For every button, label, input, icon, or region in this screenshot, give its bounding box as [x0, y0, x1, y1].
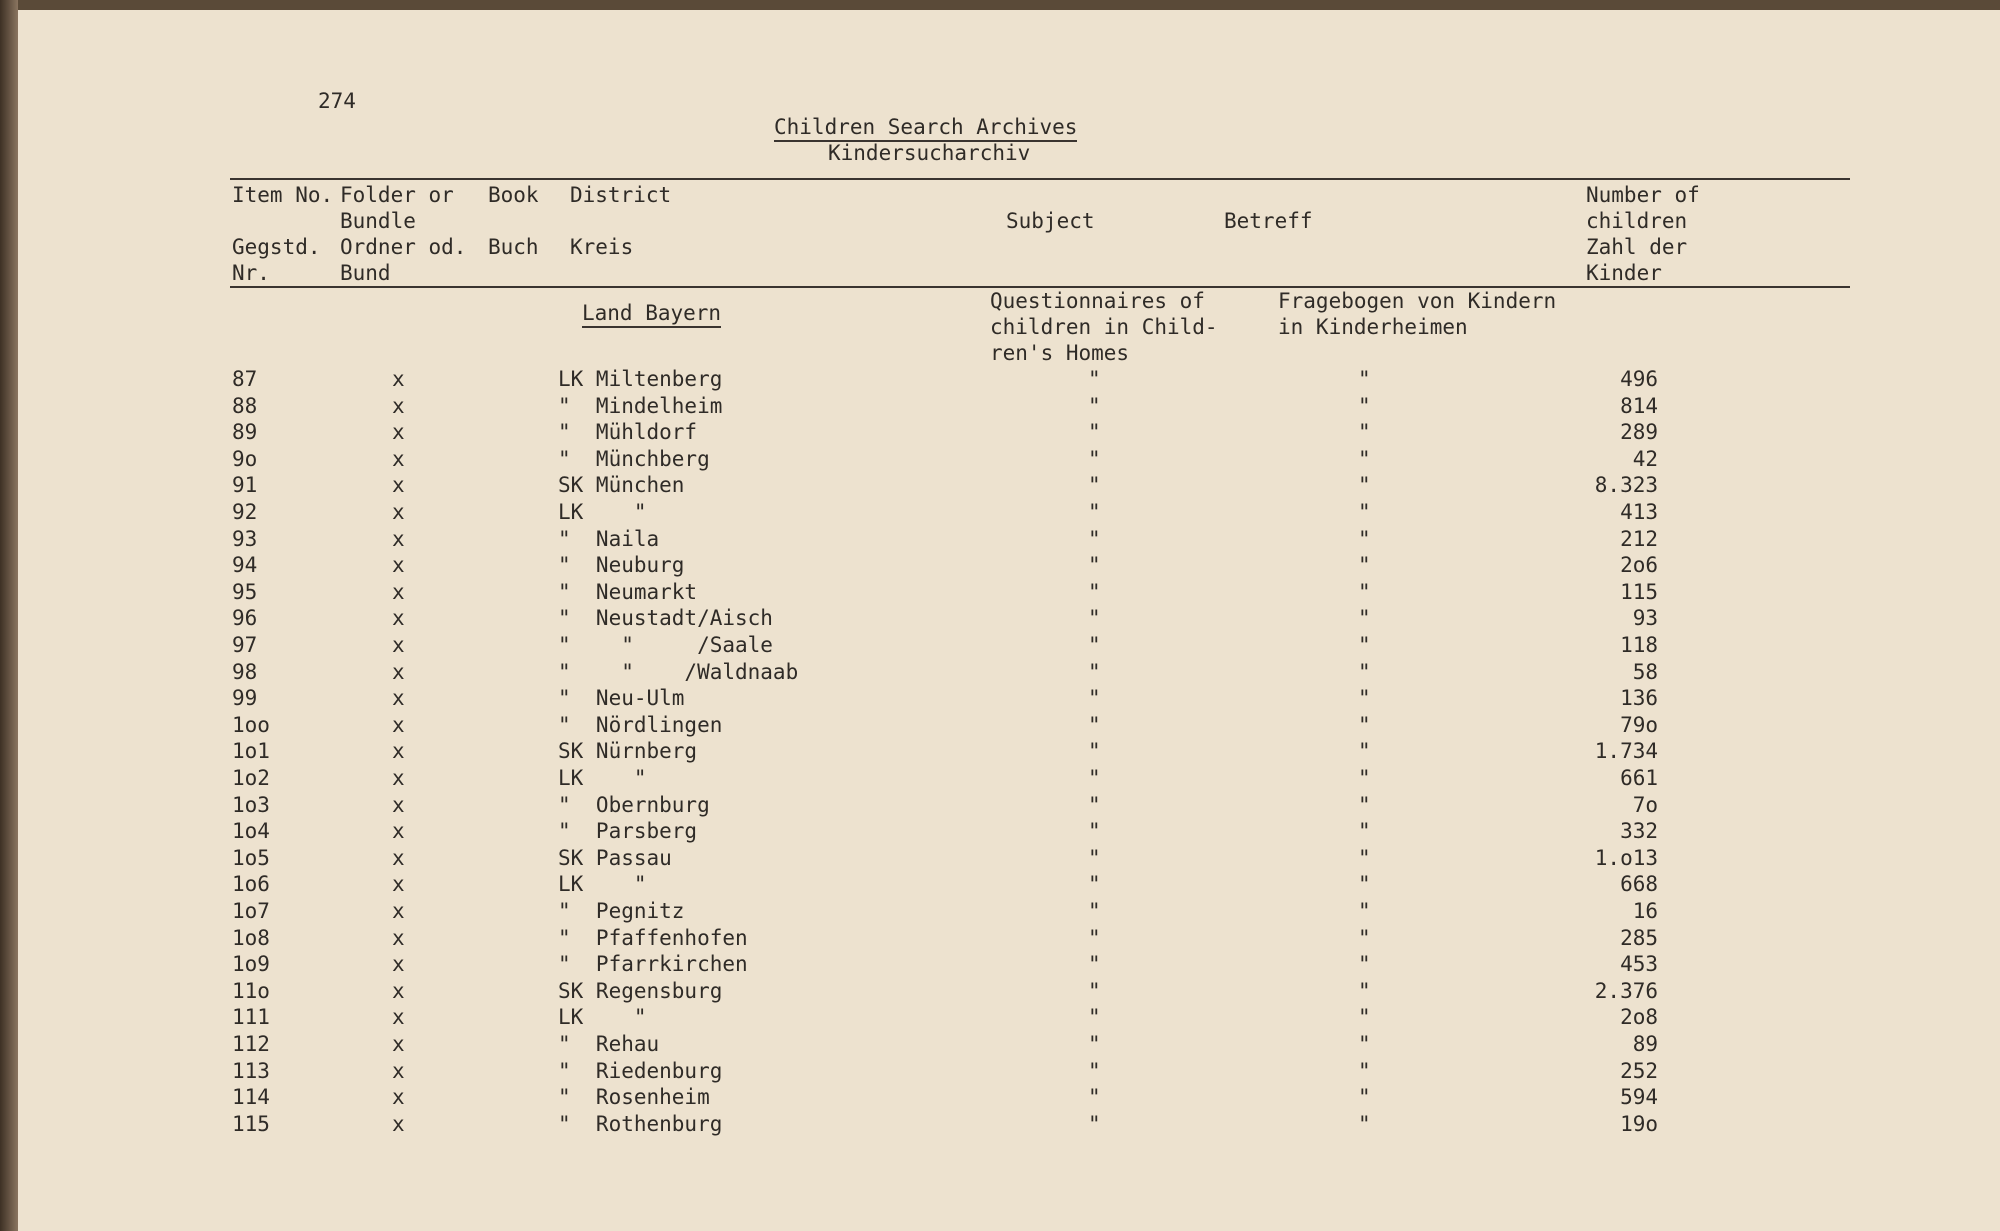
- item-number: 89: [232, 420, 258, 444]
- district-name: " " /Waldnaab: [558, 660, 799, 684]
- children-count: 814: [1620, 394, 1658, 418]
- subject-ditto: ": [1088, 606, 1101, 630]
- subject-ditto: ": [1088, 713, 1101, 737]
- item-number: 1o8: [232, 926, 270, 950]
- item-number: 99: [232, 686, 258, 710]
- item-number: 1o4: [232, 819, 270, 843]
- header-betreff: Betreff: [1224, 209, 1313, 233]
- district-name: " Pfaffenhofen: [558, 926, 748, 950]
- betreff-ditto: ": [1358, 1059, 1371, 1083]
- item-number: 1oo: [232, 713, 270, 737]
- betreff-ditto: ": [1358, 846, 1371, 870]
- betreff-ditto: ": [1358, 1112, 1371, 1136]
- children-count: 453: [1620, 952, 1658, 976]
- section-subject-line1: Questionnaires of: [990, 289, 1205, 313]
- section-subject-line3: ren's Homes: [990, 341, 1130, 365]
- district-name: " Mühldorf: [558, 420, 698, 444]
- betreff-ditto: ": [1358, 473, 1371, 497]
- item-number: 1o2: [232, 766, 270, 790]
- children-count: 661: [1620, 766, 1658, 790]
- document-subtitle: Kindersucharchiv: [828, 141, 1031, 165]
- subject-ditto: ": [1088, 527, 1101, 551]
- betreff-ditto: ": [1358, 394, 1371, 418]
- folder-mark: x: [392, 1059, 405, 1083]
- folder-mark: x: [392, 367, 405, 391]
- item-number: 92: [232, 500, 258, 524]
- folder-mark: x: [392, 606, 405, 630]
- subject-ditto: ": [1088, 1112, 1101, 1136]
- folder-mark: x: [392, 1032, 405, 1056]
- item-number: 88: [232, 394, 258, 418]
- betreff-ditto: ": [1358, 979, 1371, 1003]
- folder-mark: x: [392, 1005, 405, 1029]
- header-district: District: [570, 183, 672, 207]
- children-count: 1.734: [1594, 739, 1658, 763]
- district-name: " Rehau: [558, 1032, 660, 1056]
- header-buch: Buch: [488, 235, 539, 259]
- subject-ditto: ": [1088, 580, 1101, 604]
- subject-ditto: ": [1088, 1005, 1101, 1029]
- children-count: 332: [1620, 819, 1658, 843]
- district-name: LK ": [558, 766, 647, 790]
- betreff-ditto: ": [1358, 1032, 1371, 1056]
- betreff-ditto: ": [1358, 686, 1371, 710]
- betreff-ditto: ": [1358, 500, 1371, 524]
- district-name: " Pegnitz: [558, 899, 685, 923]
- item-number: 1o7: [232, 899, 270, 923]
- folder-mark: x: [392, 394, 405, 418]
- folder-mark: x: [392, 979, 405, 1003]
- betreff-ditto: ": [1358, 447, 1371, 471]
- document-title: Children Search Archives: [774, 114, 1077, 142]
- betreff-ditto: ": [1358, 1005, 1371, 1029]
- children-count: 58: [1632, 660, 1658, 684]
- folder-mark: x: [392, 899, 405, 923]
- children-count: 668: [1620, 872, 1658, 896]
- header-zahl-der: Zahl der: [1586, 235, 1688, 259]
- children-count: 7o: [1632, 793, 1658, 817]
- subject-ditto: ": [1088, 872, 1101, 896]
- district-name: SK Passau: [558, 846, 672, 870]
- children-count: 2o8: [1620, 1005, 1658, 1029]
- folder-mark: x: [392, 793, 405, 817]
- item-number: 1o5: [232, 846, 270, 870]
- item-number: 114: [232, 1085, 270, 1109]
- betreff-ditto: ": [1358, 553, 1371, 577]
- children-count: 1.o13: [1594, 846, 1658, 870]
- subject-ditto: ": [1088, 553, 1101, 577]
- item-number: 1o3: [232, 793, 270, 817]
- children-count: 285: [1620, 926, 1658, 950]
- betreff-ditto: ": [1358, 660, 1371, 684]
- item-number: 9o: [232, 447, 258, 471]
- children-count: 115: [1620, 580, 1658, 604]
- district-name: LK ": [558, 1005, 647, 1029]
- item-number: 111: [232, 1005, 270, 1029]
- betreff-ditto: ": [1358, 899, 1371, 923]
- betreff-ditto: ": [1358, 580, 1371, 604]
- item-number: 97: [232, 633, 258, 657]
- district-name: LK Miltenberg: [558, 367, 723, 391]
- children-count: 16: [1632, 899, 1658, 923]
- district-name: SK München: [558, 473, 685, 497]
- subject-ditto: ": [1088, 473, 1101, 497]
- subject-ditto: ": [1088, 633, 1101, 657]
- subject-ditto: ": [1088, 846, 1101, 870]
- folder-mark: x: [392, 766, 405, 790]
- betreff-ditto: ": [1358, 606, 1371, 630]
- header-number-of: Number of: [1586, 183, 1700, 207]
- children-count: 89: [1632, 1032, 1658, 1056]
- folder-mark: x: [392, 527, 405, 551]
- subject-ditto: ": [1088, 793, 1101, 817]
- folder-mark: x: [392, 580, 405, 604]
- item-number: 95: [232, 580, 258, 604]
- children-count: 2o6: [1620, 553, 1658, 577]
- subject-ditto: ": [1088, 1085, 1101, 1109]
- item-number: 96: [232, 606, 258, 630]
- item-number: 87: [232, 367, 258, 391]
- betreff-ditto: ": [1358, 952, 1371, 976]
- folder-mark: x: [392, 1112, 405, 1136]
- subject-ditto: ": [1088, 739, 1101, 763]
- district-name: " Nördlingen: [558, 713, 723, 737]
- children-count: 212: [1620, 527, 1658, 551]
- subject-ditto: ": [1088, 766, 1101, 790]
- betreff-ditto: ": [1358, 527, 1371, 551]
- folder-mark: x: [392, 633, 405, 657]
- folder-mark: x: [392, 420, 405, 444]
- children-count: 594: [1620, 1085, 1658, 1109]
- folder-mark: x: [392, 872, 405, 896]
- folder-mark: x: [392, 926, 405, 950]
- district-name: " " /Saale: [558, 633, 773, 657]
- header-ordner: Ordner od.: [340, 235, 467, 259]
- folder-mark: x: [392, 660, 405, 684]
- subject-ditto: ": [1088, 1032, 1101, 1056]
- betreff-ditto: ": [1358, 367, 1371, 391]
- header-bundle: Bundle: [340, 209, 416, 233]
- children-count: 79o: [1620, 713, 1658, 737]
- betreff-ditto: ": [1358, 766, 1371, 790]
- header-kinder: Kinder: [1586, 261, 1662, 285]
- section-betreff-line2: in Kinderheimen: [1278, 315, 1468, 339]
- header-book: Book: [488, 183, 539, 207]
- header-nr: Nr.: [232, 261, 270, 285]
- section-betreff-line1: Fragebogen von Kindern: [1278, 289, 1557, 313]
- betreff-ditto: ": [1358, 633, 1371, 657]
- district-name: " Pfarrkirchen: [558, 952, 748, 976]
- section-land: Land Bayern: [582, 300, 721, 328]
- folder-mark: x: [392, 819, 405, 843]
- subject-ditto: ": [1088, 819, 1101, 843]
- district-name: " Münchberg: [558, 447, 710, 471]
- betreff-ditto: ": [1358, 872, 1371, 896]
- district-name: " Neu-Ulm: [558, 686, 685, 710]
- item-number: 115: [232, 1112, 270, 1136]
- district-name: SK Regensburg: [558, 979, 723, 1003]
- header-item-no: Item No.: [232, 183, 334, 207]
- item-number: 94: [232, 553, 258, 577]
- children-count: 252: [1620, 1059, 1658, 1083]
- folder-mark: x: [392, 500, 405, 524]
- subject-ditto: ": [1088, 952, 1101, 976]
- district-name: " Naila: [558, 527, 660, 551]
- subject-ditto: ": [1088, 926, 1101, 950]
- betreff-ditto: ": [1358, 793, 1371, 817]
- subject-ditto: ": [1088, 1059, 1101, 1083]
- children-count: 413: [1620, 500, 1658, 524]
- folder-mark: x: [392, 846, 405, 870]
- betreff-ditto: ": [1358, 713, 1371, 737]
- children-count: 496: [1620, 367, 1658, 391]
- header-kreis: Kreis: [570, 235, 634, 259]
- district-name: " Rosenheim: [558, 1085, 710, 1109]
- district-name: " Riedenburg: [558, 1059, 723, 1083]
- folder-mark: x: [392, 713, 405, 737]
- subject-ditto: ": [1088, 979, 1101, 1003]
- district-name: LK ": [558, 872, 647, 896]
- children-count: 19o: [1620, 1112, 1658, 1136]
- folder-mark: x: [392, 1085, 405, 1109]
- subject-ditto: ": [1088, 367, 1101, 391]
- subject-ditto: ": [1088, 420, 1101, 444]
- betreff-ditto: ": [1358, 926, 1371, 950]
- district-name: " Neumarkt: [558, 580, 698, 604]
- district-name: " Rothenburg: [558, 1112, 723, 1136]
- children-count: 2.376: [1594, 979, 1658, 1003]
- children-count: 42: [1632, 447, 1658, 471]
- item-number: 11o: [232, 979, 270, 1003]
- header-folder: Folder or: [340, 183, 454, 207]
- document-page: [18, 10, 2000, 1231]
- children-count: 136: [1620, 686, 1658, 710]
- district-name: LK ": [558, 500, 647, 524]
- item-number: 1o1: [232, 739, 270, 763]
- item-number: 1o6: [232, 872, 270, 896]
- item-number: 1o9: [232, 952, 270, 976]
- item-number: 93: [232, 527, 258, 551]
- children-count: 93: [1632, 606, 1658, 630]
- header-children: children: [1586, 209, 1688, 233]
- subject-ditto: ": [1088, 899, 1101, 923]
- betreff-ditto: ": [1358, 819, 1371, 843]
- district-name: SK Nürnberg: [558, 739, 698, 763]
- children-count: 118: [1620, 633, 1658, 657]
- district-name: " Neuburg: [558, 553, 685, 577]
- subject-ditto: ": [1088, 447, 1101, 471]
- children-count: 289: [1620, 420, 1658, 444]
- subject-ditto: ": [1088, 394, 1101, 418]
- subject-ditto: ": [1088, 686, 1101, 710]
- folder-mark: x: [392, 686, 405, 710]
- subject-ditto: ": [1088, 660, 1101, 684]
- betreff-ditto: ": [1358, 420, 1371, 444]
- betreff-ditto: ": [1358, 739, 1371, 763]
- district-name: " Obernburg: [558, 793, 710, 817]
- section-subject-line2: children in Child-: [990, 315, 1218, 339]
- district-name: " Parsberg: [558, 819, 698, 843]
- subject-ditto: ": [1088, 500, 1101, 524]
- folder-mark: x: [392, 447, 405, 471]
- book-binding: [0, 0, 18, 1231]
- item-number: 113: [232, 1059, 270, 1083]
- header-gegstd: Gegstd.: [232, 235, 321, 259]
- folder-mark: x: [392, 739, 405, 763]
- betreff-ditto: ": [1358, 1085, 1371, 1109]
- children-count: 8.323: [1594, 473, 1658, 497]
- header-bund: Bund: [340, 261, 391, 285]
- item-number: 112: [232, 1032, 270, 1056]
- district-name: " Neustadt/Aisch: [558, 606, 773, 630]
- folder-mark: x: [392, 952, 405, 976]
- folder-mark: x: [392, 553, 405, 577]
- header-top-rule: [230, 178, 1850, 180]
- district-name: " Mindelheim: [558, 394, 723, 418]
- item-number: 91: [232, 473, 258, 497]
- item-number: 98: [232, 660, 258, 684]
- header-subject: Subject: [1006, 209, 1095, 233]
- page-number: 274: [318, 89, 356, 113]
- folder-mark: x: [392, 473, 405, 497]
